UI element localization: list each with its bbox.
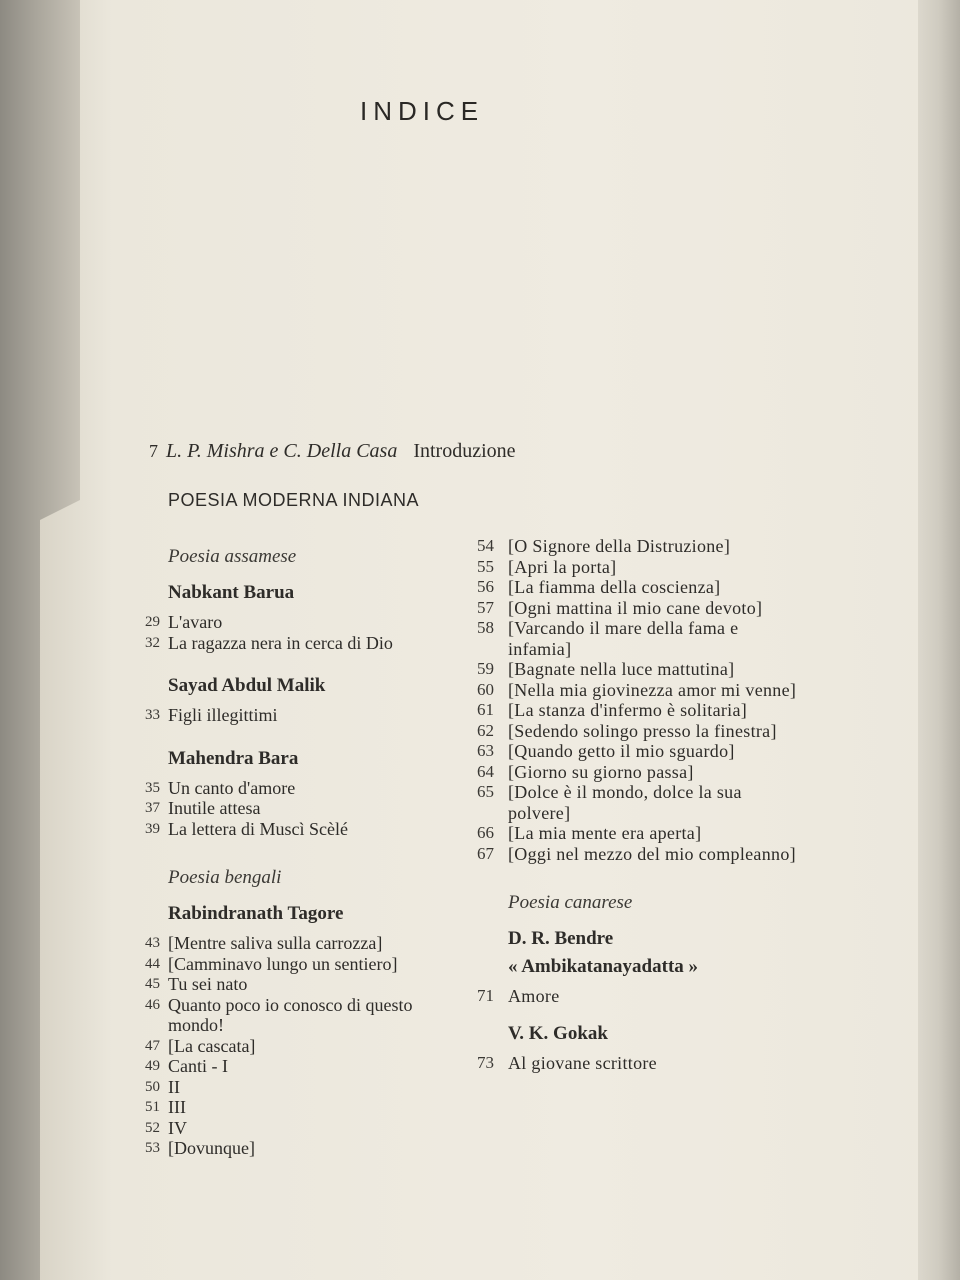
poem-title: [La cascata]: [168, 1035, 256, 1056]
page-number: 65: [477, 782, 494, 801]
index-entry: [130, 633, 440, 654]
poem-title: [O Signore della Distruzione]: [508, 536, 731, 556]
language-heading: Poesia assamese: [168, 546, 297, 567]
index-entry: [130, 974, 440, 995]
language-heading: Poesia canarese: [508, 892, 633, 913]
poem-title: II: [168, 1076, 180, 1097]
index-entry: [470, 577, 800, 598]
page-number: 56: [477, 577, 494, 596]
poem-title: [Dovunque]: [168, 1138, 255, 1158]
poem-title: Al giovane scrittore: [508, 1052, 657, 1073]
right-column: [470, 536, 800, 1073]
index-entry: [130, 995, 440, 1036]
poem-title: [La fiamma della coscienza]: [508, 577, 721, 597]
index-entry: [470, 741, 800, 762]
index-entry: [470, 721, 800, 742]
intro-entry: [130, 440, 516, 463]
poem-title: [Varcando il mare della fama e infamia]: [508, 618, 739, 659]
page-number: 50: [145, 1078, 160, 1095]
page-number: 43: [145, 935, 160, 951]
author-name: D. R. Bendre: [508, 928, 614, 949]
author-name: Nabkant Barua: [168, 582, 295, 603]
index-entry: [470, 557, 800, 578]
page-edge: [918, 0, 960, 1280]
author-name: V. K. Gokak: [508, 1022, 608, 1044]
poem-title: Amore: [508, 986, 560, 1006]
poem-title: [Giorno su giorno passa]: [508, 761, 694, 782]
index-entry: [470, 782, 800, 823]
page-number: 51: [145, 1099, 160, 1115]
section-title: POESIA MODERNA INDIANA: [168, 490, 420, 510]
poem-title: L'avaro: [168, 612, 223, 632]
poem-title: La lettera di Muscì Scèlé: [168, 818, 348, 839]
author-name: Mahendra Bara: [168, 747, 299, 769]
poem-title: Canti - I: [168, 1056, 228, 1076]
page-number: 45: [145, 976, 160, 992]
page-number: 67: [477, 843, 494, 863]
page-number: 62: [477, 720, 494, 740]
index-entry: [470, 700, 800, 721]
index-entry: [130, 954, 440, 975]
index-entry: [130, 1097, 440, 1118]
index-entry: [130, 1036, 440, 1057]
page-number: 60: [477, 679, 494, 699]
page-number: 46: [145, 996, 160, 1013]
index-entry: [470, 823, 800, 844]
index-entry: [470, 618, 800, 659]
left-column: [130, 540, 440, 1159]
author-alias: « Ambikatanayadatta »: [508, 956, 699, 977]
index-entry: [470, 598, 800, 619]
index-entry: [470, 536, 800, 557]
page-number: 59: [477, 659, 494, 678]
page-number: 37: [145, 800, 160, 816]
index-entry: [130, 1118, 440, 1139]
index-entry: [470, 986, 800, 1007]
page-number: 47: [145, 1037, 160, 1054]
poem-title: IV: [168, 1117, 187, 1138]
poem-title: [Ogni mattina il mio cane devoto]: [508, 597, 763, 618]
language-heading: Poesia bengali: [168, 867, 282, 888]
poem-title: [Sedendo solingo presso la finestra]: [508, 720, 777, 741]
intro-page-number: 7: [149, 441, 158, 461]
index-entry: [130, 1138, 440, 1159]
poem-title: La ragazza nera in cerca di Dio: [168, 632, 393, 653]
page-number: 29: [145, 614, 160, 630]
poem-title: [Quando getto il mio sguardo]: [508, 741, 735, 761]
index-entry: [130, 819, 440, 840]
poem-title: [Apri la porta]: [508, 556, 617, 577]
page-number: 32: [145, 634, 160, 651]
page-number: 52: [145, 1119, 160, 1136]
index-entry: [130, 1077, 440, 1098]
page-number: 33: [145, 707, 160, 723]
poem-title: Quanto poco io conosco di questo mondo!: [168, 994, 413, 1035]
author-name: Sayad Abdul Malik: [168, 675, 326, 696]
poem-title: Un canto d'amore: [168, 777, 296, 798]
page-number: 49: [145, 1058, 160, 1074]
index-entry: [130, 1056, 440, 1077]
index-entry: [470, 680, 800, 701]
poem-title: Figli illegittimi: [168, 705, 278, 725]
page-number: 35: [145, 779, 160, 796]
index-heading: INDICE: [360, 96, 485, 126]
index-entry: [130, 778, 440, 799]
poem-title: Inutile attesa: [168, 798, 261, 818]
poem-title: [Dolce è il mondo, dolce la sua polvere]: [508, 782, 742, 823]
poem-title: [La stanza d'infermo è solitaria]: [508, 700, 748, 720]
poem-title: [Camminavo lungo un sentiero]: [168, 953, 398, 974]
page-number: 58: [477, 618, 494, 637]
index-entry: [130, 798, 440, 819]
poem-title: Tu sei nato: [168, 974, 248, 994]
page-number: 71: [477, 986, 494, 1005]
poem-title: [Mentre saliva sulla carrozza]: [168, 933, 383, 953]
page-number: 73: [477, 1052, 494, 1072]
author-name: Rabindranath Tagore: [168, 903, 344, 924]
poem-title: [Nella mia giovinezza amor mi venne]: [508, 679, 797, 700]
poem-title: III: [168, 1097, 186, 1117]
index-entry: [130, 705, 440, 726]
page-number: 55: [477, 556, 494, 576]
page-number: 54: [477, 536, 494, 555]
index-entry: [470, 844, 800, 865]
index-entry: [470, 1053, 800, 1074]
page-number: 61: [477, 700, 494, 719]
page-number: 53: [145, 1140, 160, 1156]
poem-title: [Oggi nel mezzo del mio compleanno]: [508, 843, 796, 864]
index-entry: [470, 659, 800, 680]
intro-authors: L. P. Mishra e C. Della Casa: [166, 440, 398, 462]
page-number: 64: [477, 761, 494, 781]
index-entry: [130, 933, 440, 954]
page-number: 39: [145, 820, 160, 837]
intro-title: Introduzione: [413, 440, 516, 462]
index-entry: [470, 762, 800, 783]
page-number: 57: [477, 597, 494, 617]
page-number: 63: [477, 741, 494, 760]
poem-title: [Bagnate nella luce mattutina]: [508, 659, 735, 679]
page-number: 44: [145, 955, 160, 972]
poem-title: [La mia mente era aperta]: [508, 823, 702, 843]
index-entry: [130, 612, 440, 633]
page-number: 66: [477, 823, 494, 842]
